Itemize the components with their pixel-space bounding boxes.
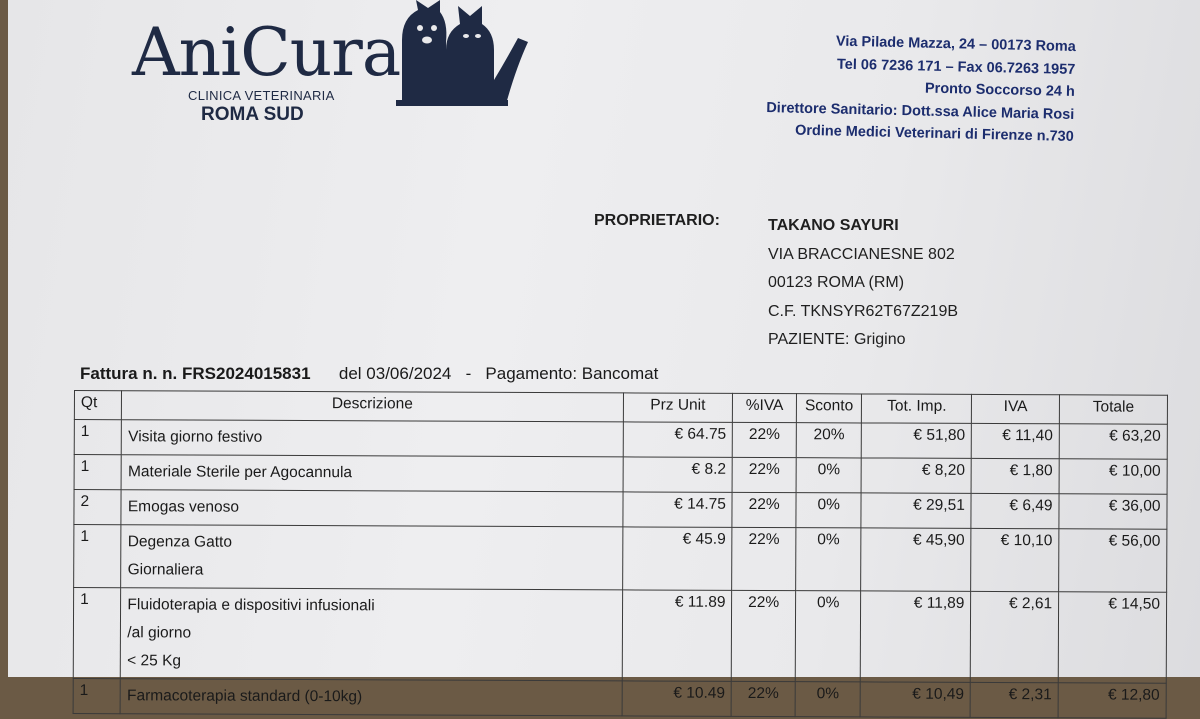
logo-subtitle: CLINICA VETERINARIA <box>188 88 335 103</box>
row-vat-amount: € 1,80 <box>971 458 1059 493</box>
header-qt: Qt <box>74 391 122 420</box>
row-discount: 0% <box>796 528 862 591</box>
row-qt: 1 <box>74 525 122 588</box>
clinic-address: Via Pilade Mazza, 24 – 00173 Roma <box>835 33 1076 55</box>
row-unit-price: € 64.75 <box>623 422 733 457</box>
header-tot-imp: Tot. Imp. <box>862 394 972 423</box>
row-description-line: Farmacoterapia standard (0-10kg) <box>127 687 363 706</box>
row-vat-amount: € 6,49 <box>971 493 1059 528</box>
row-description-line: Fluidoterapia e dispositivi infusionali <box>127 596 375 615</box>
clinic-director: Direttore Sanitario: Dott.ssa Alice Maria Rosi <box>766 99 1075 123</box>
table-row <box>74 525 1167 593</box>
invoice-separator: - <box>465 364 472 383</box>
owner-label: PROPRIETARIO: <box>594 212 720 229</box>
row-total: € 12,80 <box>1058 683 1166 718</box>
owner-street: VIA BRACCIANESNE 802 <box>768 245 955 263</box>
table-row <box>74 420 1167 460</box>
row-vat-percent: 22% <box>732 457 796 492</box>
row-discount: 0% <box>795 591 861 682</box>
row-discount: 0% <box>796 493 862 528</box>
clinic-order: Ordine Medici Veterinari di Firenze n.730 <box>794 122 1074 145</box>
row-unit-price: € 10.49 <box>622 681 732 716</box>
header-iva-pct: %IVA <box>733 393 797 422</box>
row-description-line: < 25 Kg <box>127 652 182 670</box>
row-qt: 1 <box>73 678 121 713</box>
row-description <box>122 420 623 457</box>
row-vat-percent: 22% <box>732 590 796 681</box>
header-iva: IVA <box>972 394 1060 423</box>
row-total: € 36,00 <box>1059 494 1167 529</box>
row-qt: 2 <box>74 490 122 525</box>
invoice-paper <box>8 0 1200 706</box>
row-taxable-total: € 45,90 <box>861 528 971 591</box>
row-description-line: Emogas venoso <box>127 498 240 516</box>
header-sconto: Sconto <box>796 394 862 423</box>
row-vat-amount: € 11,40 <box>972 423 1060 458</box>
row-qt: 1 <box>74 455 122 490</box>
owner-tax-code: C.F. TKNSYR62T67Z219B <box>768 302 959 320</box>
row-taxable-total: € 10,49 <box>861 682 971 717</box>
header-totale: Totale <box>1059 395 1167 424</box>
row-unit-price: € 45.9 <box>622 527 732 590</box>
logo-location: ROMA SUD <box>201 104 304 125</box>
invoice-payment: Pagamento: Bancomat <box>485 364 659 383</box>
row-qt: 1 <box>73 588 121 679</box>
row-unit-price: € 8.2 <box>623 457 733 492</box>
row-vat-amount: € 2,61 <box>971 591 1059 682</box>
row-taxable-total: € 8,20 <box>861 458 971 493</box>
row-discount: 20% <box>796 423 862 458</box>
row-taxable-total: € 51,80 <box>862 423 972 458</box>
invoice-items-table <box>73 390 1168 719</box>
row-description <box>121 490 622 527</box>
row-unit-price: € 11.89 <box>622 590 732 681</box>
row-total: € 10,00 <box>1059 459 1167 494</box>
header-prz-unit: Prz Unit <box>623 393 733 422</box>
table-header-row <box>74 391 1167 425</box>
owner-patient: PAZIENTE: Grigino <box>768 331 906 348</box>
row-description <box>120 679 621 716</box>
dog-and-cat-logo-icon <box>388 0 534 110</box>
row-description-line: Visita giorno festivo <box>128 428 263 446</box>
row-description <box>121 588 623 681</box>
table-row <box>74 455 1167 495</box>
row-description-line: /al giorno <box>127 624 192 642</box>
owner-name: TAKANO SAYURI <box>768 217 899 234</box>
owner-details <box>768 212 958 355</box>
row-vat-percent: 22% <box>731 681 795 716</box>
invoice-date: del 03/06/2024 <box>338 364 452 383</box>
table-row <box>73 678 1166 718</box>
row-vat-amount: € 10,10 <box>971 528 1059 591</box>
logo-name: AniCura <box>132 14 401 91</box>
clinic-info <box>765 29 1076 148</box>
invoice-header <box>80 364 658 384</box>
owner-city: 00123 ROMA (RM) <box>768 274 905 291</box>
row-unit-price: € 14.75 <box>622 492 732 527</box>
row-total: € 14,50 <box>1058 592 1166 683</box>
header-descrizione: Descrizione <box>122 391 623 422</box>
table-row <box>74 490 1167 530</box>
row-taxable-total: € 11,89 <box>861 591 971 682</box>
clinic-phone: Tel 06 7236 171 – Fax 06.7263 1957 <box>836 56 1076 78</box>
row-description <box>121 525 622 590</box>
row-taxable-total: € 29,51 <box>861 493 971 528</box>
row-vat-percent: 22% <box>732 492 796 527</box>
row-vat-percent: 22% <box>732 527 796 590</box>
row-discount: 0% <box>796 458 862 493</box>
table-row <box>73 588 1166 684</box>
row-vat-percent: 22% <box>733 422 797 457</box>
row-description <box>121 455 622 492</box>
invoice-number: Fattura n. n. FRS2024015831 <box>80 364 311 383</box>
row-description-line: Degenza Gatto <box>127 533 233 551</box>
row-discount: 0% <box>795 682 861 717</box>
row-total: € 56,00 <box>1059 529 1167 592</box>
row-qt: 1 <box>74 420 122 455</box>
clinic-emergency: Pronto Soccorso 24 h <box>924 80 1075 100</box>
row-description-line: Materiale Sterile per Agocannula <box>127 463 353 482</box>
row-description-line: Giornaliera <box>127 561 204 579</box>
row-vat-amount: € 2,31 <box>970 682 1058 717</box>
row-total: € 63,20 <box>1059 424 1167 459</box>
